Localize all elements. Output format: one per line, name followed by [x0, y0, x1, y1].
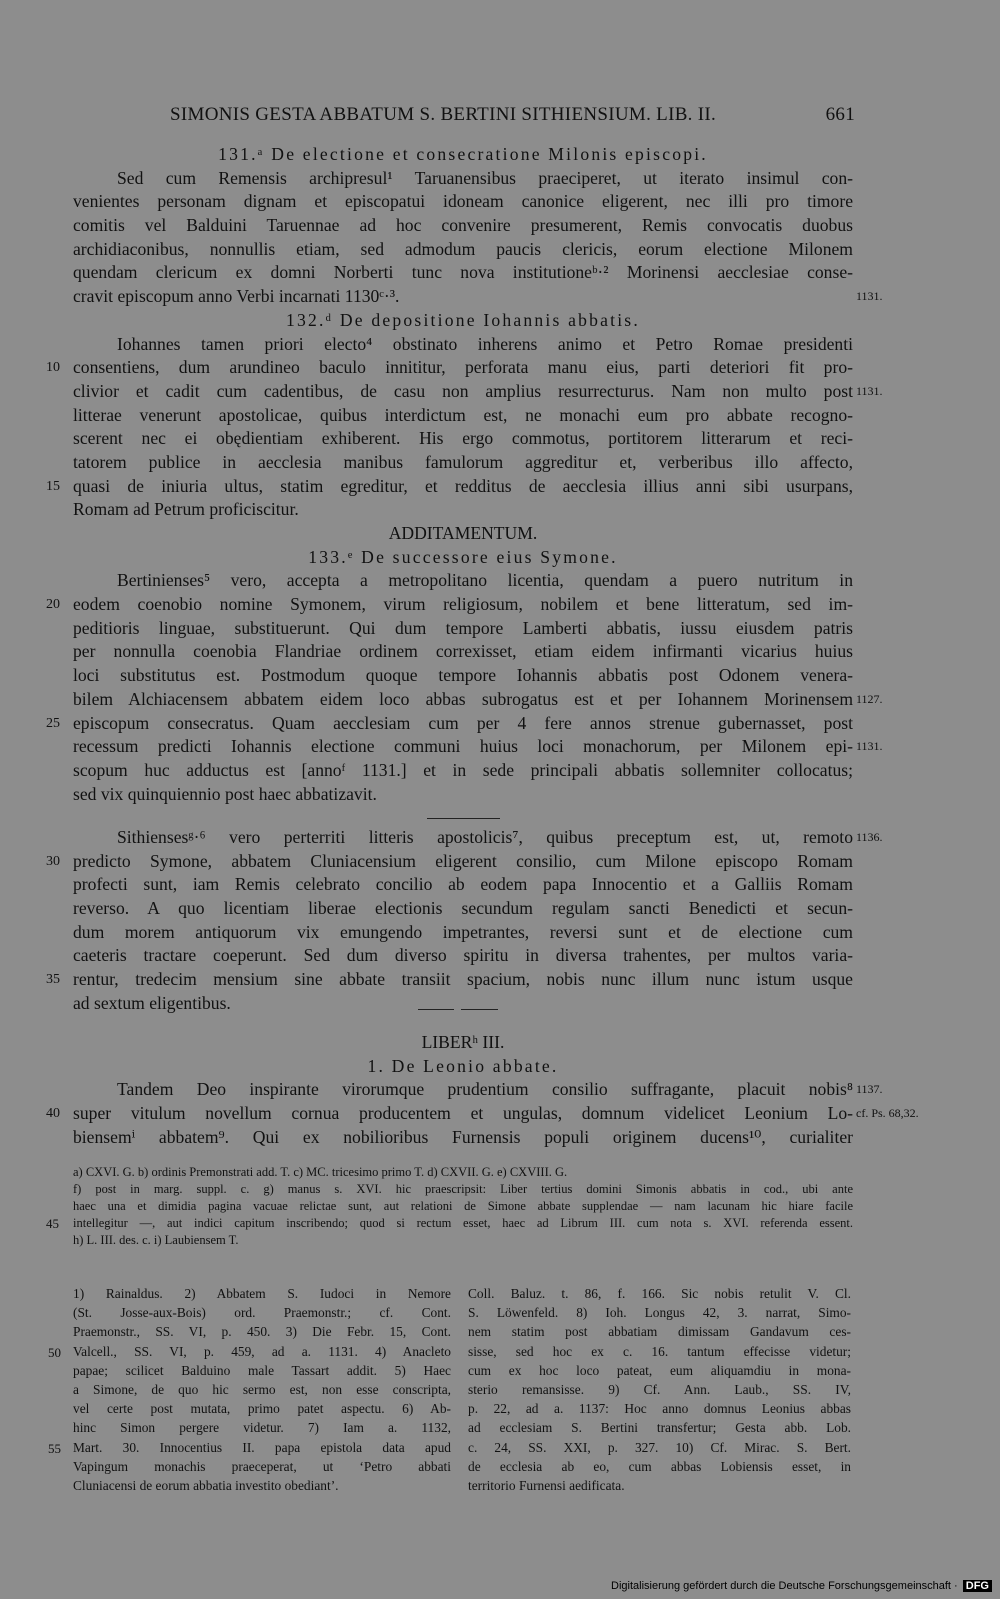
line-number: 40 — [46, 1106, 60, 1122]
note-line: ad ecclesiam S. Bertini transfertur; Gesta abb. Lob. — [468, 1420, 851, 1436]
text-line: profecti sunt, iam Remis celebrato concilio ab eodem papa Innocentio et a Galliis Romam — [73, 874, 853, 895]
line-number: 55 — [48, 1441, 61, 1456]
note-line: (St. Josse-aux-Bois) ord. Praemonstr.; cf. Cont. — [73, 1305, 451, 1321]
critical-apparatus — [46, 1164, 853, 1249]
note-line: territorio Furnensi aedificata. — [468, 1477, 625, 1493]
margin-year: 1131. — [856, 383, 883, 398]
text-line: dum morem antiquorum vix emungendo impetrantes, reversi sunt et de electione cum — [73, 921, 853, 942]
header-title: SIMONIS GESTA ABBATUM S. BERTINI SITHIENSIUM. LIB. II. — [170, 104, 717, 125]
note-line: sterio remansisse. 9) Cf. Ann. Laub., SS. IV, — [468, 1381, 851, 1397]
text-line: archidiaconibus, nonnullis etiam, sed admodum paucis clericis, eorum electione Milonem — [73, 238, 853, 259]
liber-iii — [46, 1031, 919, 1149]
separator-rule — [461, 1009, 498, 1010]
text-line: ad sextum eligentibus. — [73, 992, 231, 1013]
text-line: 35 rentur, tredecim mensium sine abbate transiit spacium, nobis nunc illum nunc istum usque — [73, 968, 853, 992]
text-line: peditioris linguae, substituerunt. Qui dum tempore Lamberti abbatis, iussu eiusdem patris — [73, 617, 853, 638]
margin-year: 1127. — [856, 691, 883, 706]
margin-year: 1136. — [856, 830, 883, 844]
main-text — [46, 143, 883, 806]
text-line: litterae venerunt apostolicae, quibus interdictum est, ne monachi eum pro abbate recogno- — [73, 404, 853, 425]
text-line: reverso. A quo licentiam liberae electionis secundum regulam sancti Benedicti et secun- — [73, 898, 853, 919]
text-line: comitis vel Balduini Taruennae ad hoc convenire presumerent, Remis convocatis duobus — [73, 215, 853, 236]
note-line: p. 22, ad a. 1137: Hoc anno domnus Leonius abbas — [468, 1401, 851, 1417]
text-line: 20 eodem coenobio nomine Symonem, virum religiosum, nobilem et bene litteratum, sed im- — [73, 593, 853, 617]
text-line: tatorem publice in aecclesia manibus famulorum aggreditur et, verberibus illo affecto, — [73, 451, 853, 472]
additamentum-heading: ADDITAMENTUM. — [388, 523, 538, 543]
text-line: Iohannes tamen priori electo⁴ obstinato inherens animo et Petro Romae presidenti — [117, 333, 853, 354]
line-number: 15 — [46, 478, 60, 494]
separator-rule — [418, 1009, 454, 1010]
line-number: 35 — [46, 972, 60, 988]
text-line: caeteris tractare coeperunt. Sed dum diverso spiritu in diversa trahentes, per multos varia- — [73, 945, 853, 966]
text-line: loci substitutus est. Postmodum quoque tempore Iohannis abbatis post Odonem venera- — [73, 665, 853, 686]
note-line: Cluniacensi de eorum abbatia investito obediant’. — [73, 1477, 339, 1493]
line-number: 45 — [46, 1216, 59, 1231]
note-line: hinc Simon pergere videtur. 7) Iam a. 1132, — [73, 1420, 451, 1436]
text-line: recessum predicti Iohannis electione communi huius loci monachorum, per Milonem epi- 1131. — [73, 735, 853, 759]
main-text-continued — [46, 826, 883, 1016]
text-line: scerent nec ei obędientiam exhiberent. His ergo commotus, portitorem litterarum et reci- — [73, 428, 853, 449]
line-number: 30 — [46, 853, 60, 869]
note-line: nem statim post abbatiam dimissam Gandavum ces- — [468, 1324, 851, 1340]
line-number: 20 — [46, 597, 60, 613]
text-line: bilem Alchiacensem abbatem eidem loco abbas subrogatus est et per Iohannem Morinensem 1127. — [73, 688, 853, 712]
separator-rule — [427, 818, 500, 819]
note-line: sisse, sed hoc ex c. 16. tantum effecisse videtur; — [468, 1343, 851, 1359]
note-line: Valcell., SS. VI, p. 459, ad a. 1131. 4) Anacleto — [73, 1343, 451, 1359]
apparatus-line: h) L. III. des. c. i) Laubiensem T. — [73, 1233, 239, 1247]
line-number: 25 — [46, 715, 60, 731]
apparatus-line: a) CXVI. G. b) ordinis Premonstrati add. T. c) MC. tricesimo primo T. d) CXVII. G. e) CXVIII. G. — [73, 1165, 568, 1179]
note-line: a Simone, de quo hic sermo est, non esse conscripta, — [73, 1381, 451, 1397]
margin-year: 1131. — [856, 739, 883, 754]
apparatus-line: f) post in marg. suppl. c. g) manus s. XVI. hic praescripsit: Liber tertius domini Simonis abbatis in cod., ubi ante — [73, 1182, 853, 1196]
note-line: Coll. Baluz. t. 86, f. 166. Sic nobis retulit V. Cl. — [468, 1286, 851, 1301]
text-line: per nonnulla coenobia Flandriae ordinem correxisset, etiam eidem infirmanti vicarius huius — [73, 641, 853, 662]
note-line: Vapingum monachis praeceperat, ut ‘Petro abbati — [73, 1458, 451, 1474]
text-line: 15 quasi de iniuria ultus, statim egreditur, et redditus de aecclesia illius anni sibi usurpans, — [73, 475, 853, 499]
note-line: S. Löwenfeld. 8) Ioh. Longus 42, 3. narrat, Simo- — [468, 1305, 851, 1321]
note-line: Praemonstr., SS. VI, p. 450. 3) Die Febr. 15, Cont. — [73, 1324, 451, 1340]
note-line: Mart. 30. Innocentius II. papa epistola data apud — [73, 1439, 451, 1455]
apparatus-line: haec una et dimidia pagina vacuae relictae sunt, aut relationi de Simone abbate supplendae — nam lacunam hic hiare facile — [73, 1199, 853, 1213]
page-number: 661 — [825, 104, 855, 125]
section-heading-1: 1. De Leonio abbate. — [367, 1055, 559, 1076]
note-line: cum ex hoc loco pateat, eum aliquamdiu in mona- — [468, 1362, 851, 1378]
note-line: vel certe post mutata, primo patet aspectu. 6) Ab- — [73, 1401, 451, 1417]
text-line: clivior et cadit cum cadentibus, de casu non amplius resurrecturus. Nam non multo post 1131. — [73, 380, 853, 404]
note-line: papae; scilicet Balduino male Tassart addit. 5) Haec — [73, 1362, 451, 1378]
text-line: quendam clericum ex domni Norberti tunc nova institutioneᵇ·² Morinensi aecclesiae conse- — [73, 262, 853, 283]
text-line: 25 episcopum consecratus. Quam aecclesiam cum per 4 fere annos strenue gubernasset, post — [73, 712, 853, 736]
line-number: 50 — [48, 1345, 61, 1360]
text-line: cravit episcopum anno Verbi incarnati 1130ᶜ·³. 1131. — [73, 285, 853, 309]
line-number: 10 — [46, 360, 60, 376]
section-heading-131: 131.ᵃ De electione et consecratione Milonis episcopi. — [218, 144, 708, 164]
text-line: biensemⁱ abbatem⁹. Qui ex nobilioribus Furnensis populi originem ducens¹⁰, curialiter — [73, 1126, 853, 1147]
text-line: sed vix quinquiennio post haec abbatizavit. — [73, 783, 377, 804]
digitization-credit — [611, 1580, 992, 1592]
text-line: Sithiensesᵍ·⁶ vero perterriti litteris apostolicis⁷, quibus preceptum est, ut, remoto 1136. — [73, 826, 853, 850]
text-line: Sed cum Remensis archipresul¹ Taruanensibus praeciperet, ut iterato insimul con- — [117, 167, 853, 188]
book-heading: LIBERʰ III. — [421, 1032, 505, 1052]
notes-right-column — [468, 1284, 851, 1495]
section-heading-132: 132.ᵈ De depositione Iohannis abbatis. — [286, 309, 640, 330]
text-line: 40 super vitulum novellum cornua producentem et ungulas, domnum videlicet Leonium Lo- cf. Ps. 68,32. — [73, 1102, 853, 1126]
margin-year: 1137. — [856, 1082, 883, 1097]
note-line: 1) Rainaldus. 2) Abbatem S. Iudoci in Nemore — [73, 1286, 451, 1301]
text-line: venientes personam dignam et episcopatui idoneam canonice eligerent, nec illi pro timore — [73, 191, 853, 212]
notes-left-column — [73, 1284, 451, 1495]
credit-text: Digitalisierung gefördert durch die Deutsche Forschungsgemeinschaft · — [611, 1580, 958, 1592]
text-line: scopum huc adductus est [annoᶠ 1131.] et in sede principali abbatis sollemniter collocatus; — [73, 759, 853, 780]
text-line: 30 predicto Symone, abbatem Cluniacensium eligerent consilio, cum Milone episcopo Romam — [73, 850, 853, 874]
text-line: 10 consentiens, dum arundineo baculo innititur, perforata manu eius, parti deteriori fit pro- — [73, 356, 853, 380]
note-line: c. 24, SS. XXI, p. 327. 10) Cf. Mirac. S. Bert. — [468, 1439, 851, 1455]
apparatus-line: 45 intellegitur —, aut indici capitum inscribendo; quod si rectum esset, haec ad Librum III. cum nota s. XVI. referenda essent. — [46, 1216, 853, 1231]
dfg-logo: DFG — [963, 1580, 992, 1592]
text-line: Tandem Deo inspirante virorumque prudentium consilio suffragante, placuit nobis⁸ 1137. — [73, 1078, 853, 1102]
margin-year: 1131. — [856, 289, 883, 304]
note-line: de ecclesia ab eo, cum abbas Lobiensis esset, in — [468, 1458, 851, 1474]
text-line: Romam ad Petrum proficiscitur. — [73, 499, 299, 520]
text-line: Bertinienses⁵ vero, accepta a metropolitano licentia, quendam a puero nutritum in — [117, 570, 853, 591]
running-header — [170, 104, 855, 126]
section-heading-133: 133.ᵉ De successore eius Symone. — [308, 546, 618, 567]
margin-reference: cf. Ps. 68,32. — [856, 1106, 919, 1121]
